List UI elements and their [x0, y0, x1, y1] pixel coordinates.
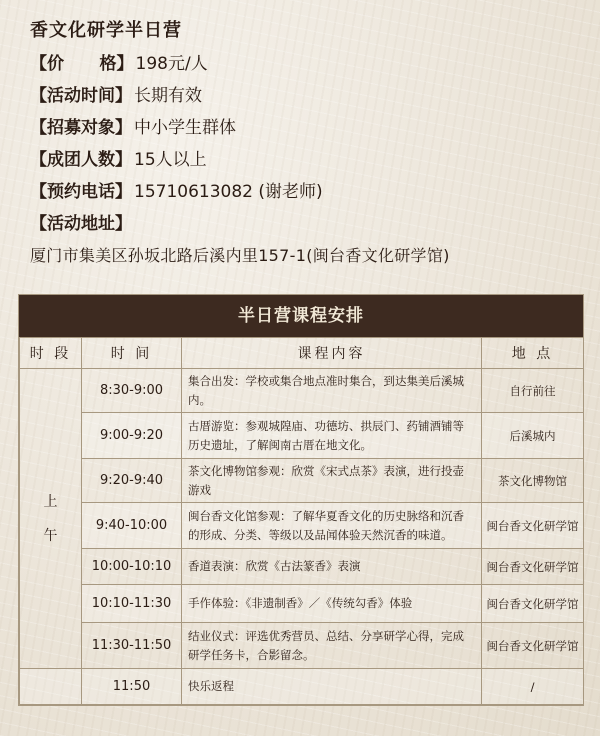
target-audience-label: 【招募对象】: [30, 118, 132, 138]
table-row: [20, 369, 584, 413]
schedule-banner: 半日营课程安排: [19, 295, 583, 337]
row-content: 古厝游览：参观城隍庙、功德坊、拱辰门、药铺酒铺等历史遗址，了解闽南古厝在地文化。: [182, 413, 482, 459]
group-size-label: 【成团人数】: [30, 150, 132, 170]
period-char-2: 午: [43, 527, 58, 544]
table-row: [20, 413, 584, 459]
schedule-table: [18, 294, 584, 706]
phone-value: 15710613082 (谢老师): [134, 182, 323, 202]
info-section: [30, 14, 590, 272]
page-title: 香文化研学半日营: [30, 20, 182, 41]
row-time: 8:30-9:00: [82, 369, 182, 413]
row-time: 11:30-11:50: [82, 623, 182, 669]
price-label: 【价 格】: [30, 54, 134, 74]
address-value: 厦门市集美区孙坂北路后溪内里157-1(闽台香文化研学馆): [30, 246, 450, 265]
target-audience-value: 中小学生群体: [134, 118, 236, 138]
row-content: 手作体验：《非遗制香》／《传统勾香》体验: [182, 585, 482, 623]
phone-line: [30, 176, 590, 208]
row-place: 闽台香文化研学馆: [482, 503, 584, 549]
header-time: 时 间: [82, 338, 182, 369]
price-value: 198元/人: [135, 54, 208, 74]
table-row: [20, 503, 584, 549]
table-row: [20, 585, 584, 623]
header-place: 地 点: [482, 338, 584, 369]
table-row: [20, 623, 584, 669]
row-place: 闽台香文化研学馆: [482, 585, 584, 623]
header-period: 时 段: [20, 338, 82, 369]
group-size-value: 15人以上: [134, 150, 207, 170]
schedule-grid: [19, 337, 584, 705]
row-place: 茶文化博物馆: [482, 459, 584, 503]
row-place: 闽台香文化研学馆: [482, 549, 584, 585]
activity-time-line: [30, 80, 590, 112]
phone-label: 【预约电话】: [30, 182, 132, 202]
activity-time-value: 长期有效: [134, 86, 202, 106]
table-row: [20, 459, 584, 503]
period-empty-cell: [20, 669, 82, 705]
row-content: 集合出发：学校或集合地点准时集合，到达集美后溪城内。: [182, 369, 482, 413]
header-content: 课程内容: [182, 338, 482, 369]
row-place: 自行前往: [482, 369, 584, 413]
table-row: [20, 669, 584, 705]
row-place: 闽台香文化研学馆: [482, 623, 584, 669]
period-cell: [20, 369, 82, 669]
row-content: 香道表演：欣赏《古法篆香》表演: [182, 549, 482, 585]
row-content: 结业仪式：评选优秀营员、总结、分享研学心得，完成研学任务卡，合影留念。: [182, 623, 482, 669]
row-time: 10:10-11:30: [82, 585, 182, 623]
table-row: [20, 549, 584, 585]
row-time: 11:50: [82, 669, 182, 705]
row-time: 9:00-9:20: [82, 413, 182, 459]
address-label-line: [30, 208, 590, 240]
row-time: 9:20-9:40: [82, 459, 182, 503]
group-size-line: [30, 144, 590, 176]
row-content: 茶文化博物馆参观：欣赏《宋式点茶》表演，进行投壶游戏: [182, 459, 482, 503]
row-time: 9:40-10:00: [82, 503, 182, 549]
row-content: 闽台香文化馆参观：了解华夏香文化的历史脉络和沉香的形成、分类、等级以及品闻体验天然沉香的味道。: [182, 503, 482, 549]
activity-time-label: 【活动时间】: [30, 86, 132, 106]
address-label: 【活动地址】: [30, 214, 132, 234]
header-row: [20, 338, 584, 369]
row-place: /: [482, 669, 584, 705]
row-place: 后溪城内: [482, 413, 584, 459]
row-content: 快乐返程: [182, 669, 482, 705]
period-char-1: 上: [43, 493, 58, 510]
target-audience-line: [30, 112, 590, 144]
row-time: 10:00-10:10: [82, 549, 182, 585]
price-line: [30, 48, 590, 80]
